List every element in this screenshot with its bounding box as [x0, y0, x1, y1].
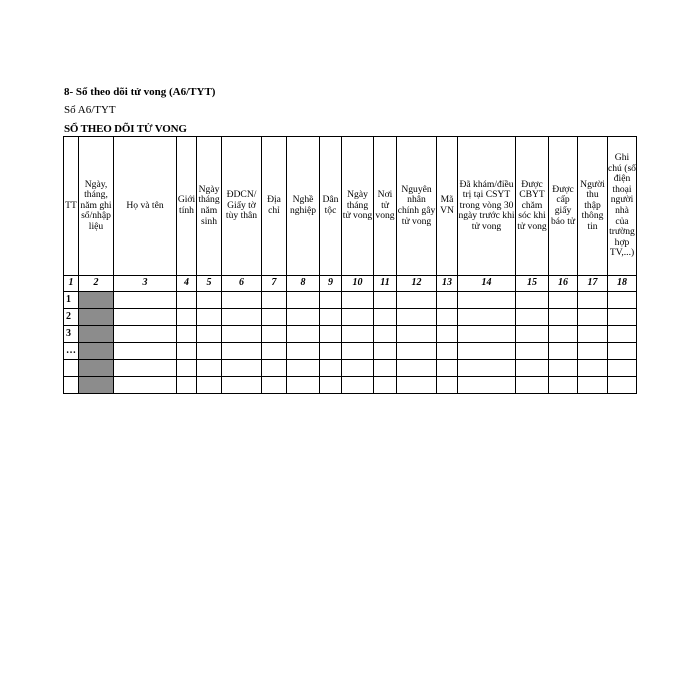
col-number: 9 [320, 276, 342, 292]
empty-cell [262, 377, 287, 394]
empty-cell [222, 343, 262, 360]
empty-cell [222, 377, 262, 394]
empty-cell [437, 326, 458, 343]
empty-cell [549, 292, 578, 309]
col-number: 1 [64, 276, 79, 292]
empty-cell [397, 326, 437, 343]
empty-cell [374, 309, 397, 326]
empty-cell [320, 343, 342, 360]
empty-cell [197, 360, 222, 377]
empty-cell [262, 343, 287, 360]
col-header: Ngày, tháng, năm ghi sổ/nhập liệu [79, 137, 114, 276]
empty-cell [287, 343, 320, 360]
empty-cell [437, 292, 458, 309]
empty-cell [549, 343, 578, 360]
empty-cell [287, 292, 320, 309]
empty-cell [222, 360, 262, 377]
col-number: 14 [458, 276, 516, 292]
empty-cell [578, 343, 608, 360]
empty-cell [342, 292, 374, 309]
death-register-table [63, 136, 637, 394]
empty-cell [608, 326, 637, 343]
col-header: Ngày tháng tử vong [342, 137, 374, 276]
empty-cell [320, 377, 342, 394]
col-number: 3 [114, 276, 177, 292]
empty-cell [342, 326, 374, 343]
empty-cell [437, 343, 458, 360]
shaded-cell [79, 377, 114, 394]
empty-cell [342, 377, 374, 394]
empty-cell [578, 360, 608, 377]
row-number: 2 [64, 309, 79, 326]
empty-cell [549, 360, 578, 377]
empty-cell [320, 292, 342, 309]
empty-cell [549, 309, 578, 326]
empty-cell [197, 292, 222, 309]
empty-cell [177, 309, 197, 326]
section-title: 8- Sổ theo dõi tử vong (A6/TYT) [64, 86, 216, 98]
col-number: 11 [374, 276, 397, 292]
shaded-cell [79, 360, 114, 377]
empty-cell [262, 326, 287, 343]
table-row [64, 360, 637, 377]
empty-cell [222, 292, 262, 309]
table-row [64, 309, 637, 326]
empty-cell [578, 309, 608, 326]
empty-cell [197, 377, 222, 394]
col-header: Được CBYT chăm sóc khi tử vong [516, 137, 549, 276]
table-row [64, 377, 637, 394]
col-number: 7 [262, 276, 287, 292]
empty-cell [516, 343, 549, 360]
empty-cell [549, 326, 578, 343]
empty-cell [458, 360, 516, 377]
empty-cell [320, 360, 342, 377]
empty-cell [578, 326, 608, 343]
table-row [64, 326, 637, 343]
form-code: Sổ A6/TYT [64, 104, 116, 116]
row-number: … [64, 343, 79, 360]
empty-cell [437, 377, 458, 394]
table-row [64, 292, 637, 309]
empty-cell [608, 292, 637, 309]
empty-cell [608, 360, 637, 377]
table-row [64, 343, 637, 360]
empty-cell [287, 309, 320, 326]
empty-cell [320, 309, 342, 326]
col-header: Được cấp giấy báo tử [549, 137, 578, 276]
col-header: Giới tính [177, 137, 197, 276]
empty-cell [114, 309, 177, 326]
empty-cell [458, 309, 516, 326]
col-header: Nghề nghiệp [287, 137, 320, 276]
empty-cell [114, 292, 177, 309]
empty-cell [374, 360, 397, 377]
header-row [64, 137, 637, 276]
empty-cell [374, 326, 397, 343]
empty-cell [287, 360, 320, 377]
empty-cell [374, 343, 397, 360]
col-header: Họ và tên [114, 137, 177, 276]
empty-cell [516, 326, 549, 343]
col-header: ĐDCN/ Giấy tờ tùy thân [222, 137, 262, 276]
empty-cell [374, 292, 397, 309]
col-number: 15 [516, 276, 549, 292]
empty-cell [578, 292, 608, 309]
empty-cell [397, 360, 437, 377]
table-title: SỔ THEO DÕI TỬ VONG [64, 123, 187, 135]
col-number: 8 [287, 276, 320, 292]
row-number [64, 377, 79, 394]
empty-cell [177, 360, 197, 377]
shaded-cell [79, 326, 114, 343]
empty-cell [262, 309, 287, 326]
col-header: Đã khám/điều trị tại CSYT trong vòng 30 ngày trước khi tử vong [458, 137, 516, 276]
col-header: Mã VN [437, 137, 458, 276]
empty-cell [114, 343, 177, 360]
empty-cell [458, 292, 516, 309]
empty-cell [177, 377, 197, 394]
empty-cell [287, 326, 320, 343]
empty-cell [342, 309, 374, 326]
empty-cell [222, 309, 262, 326]
row-number: 1 [64, 292, 79, 309]
empty-cell [342, 360, 374, 377]
shaded-cell [79, 309, 114, 326]
empty-cell [397, 292, 437, 309]
empty-cell [114, 377, 177, 394]
col-header: Nguyên nhân chính gây tử vong [397, 137, 437, 276]
empty-cell [516, 360, 549, 377]
col-number: 6 [222, 276, 262, 292]
empty-cell [458, 377, 516, 394]
shaded-cell [79, 343, 114, 360]
col-number: 12 [397, 276, 437, 292]
empty-cell [437, 309, 458, 326]
col-header: Ngày tháng năm sinh [197, 137, 222, 276]
col-header: TT [64, 137, 79, 276]
col-number: 4 [177, 276, 197, 292]
empty-cell [114, 360, 177, 377]
empty-cell [397, 377, 437, 394]
col-number: 10 [342, 276, 374, 292]
empty-cell [320, 326, 342, 343]
col-header: Địa chỉ [262, 137, 287, 276]
empty-cell [437, 360, 458, 377]
col-header: Nơi tử vong [374, 137, 397, 276]
empty-cell [197, 343, 222, 360]
empty-cell [458, 326, 516, 343]
empty-cell [549, 377, 578, 394]
empty-cell [177, 326, 197, 343]
empty-cell [608, 377, 637, 394]
row-number [64, 360, 79, 377]
empty-cell [458, 343, 516, 360]
col-number: 18 [608, 276, 637, 292]
col-number: 16 [549, 276, 578, 292]
col-number: 17 [578, 276, 608, 292]
empty-cell [374, 377, 397, 394]
empty-cell [608, 309, 637, 326]
col-number: 2 [79, 276, 114, 292]
row-number: 3 [64, 326, 79, 343]
empty-cell [262, 292, 287, 309]
empty-cell [342, 343, 374, 360]
empty-cell [397, 343, 437, 360]
col-header: Người thu thập thông tin [578, 137, 608, 276]
empty-cell [262, 360, 287, 377]
shaded-cell [79, 292, 114, 309]
empty-cell [177, 343, 197, 360]
empty-cell [608, 343, 637, 360]
column-number-row [64, 276, 637, 292]
col-number: 5 [197, 276, 222, 292]
empty-cell [397, 309, 437, 326]
empty-cell [578, 377, 608, 394]
empty-cell [114, 326, 177, 343]
empty-cell [197, 309, 222, 326]
empty-cell [516, 292, 549, 309]
col-number: 13 [437, 276, 458, 292]
empty-cell [287, 377, 320, 394]
empty-cell [177, 292, 197, 309]
empty-cell [222, 326, 262, 343]
empty-cell [516, 309, 549, 326]
col-header: Dân tộc [320, 137, 342, 276]
empty-cell [516, 377, 549, 394]
empty-cell [197, 326, 222, 343]
col-header: Ghi chú (số điện thoại người nhà của trường hợp TV,...) [608, 137, 637, 276]
